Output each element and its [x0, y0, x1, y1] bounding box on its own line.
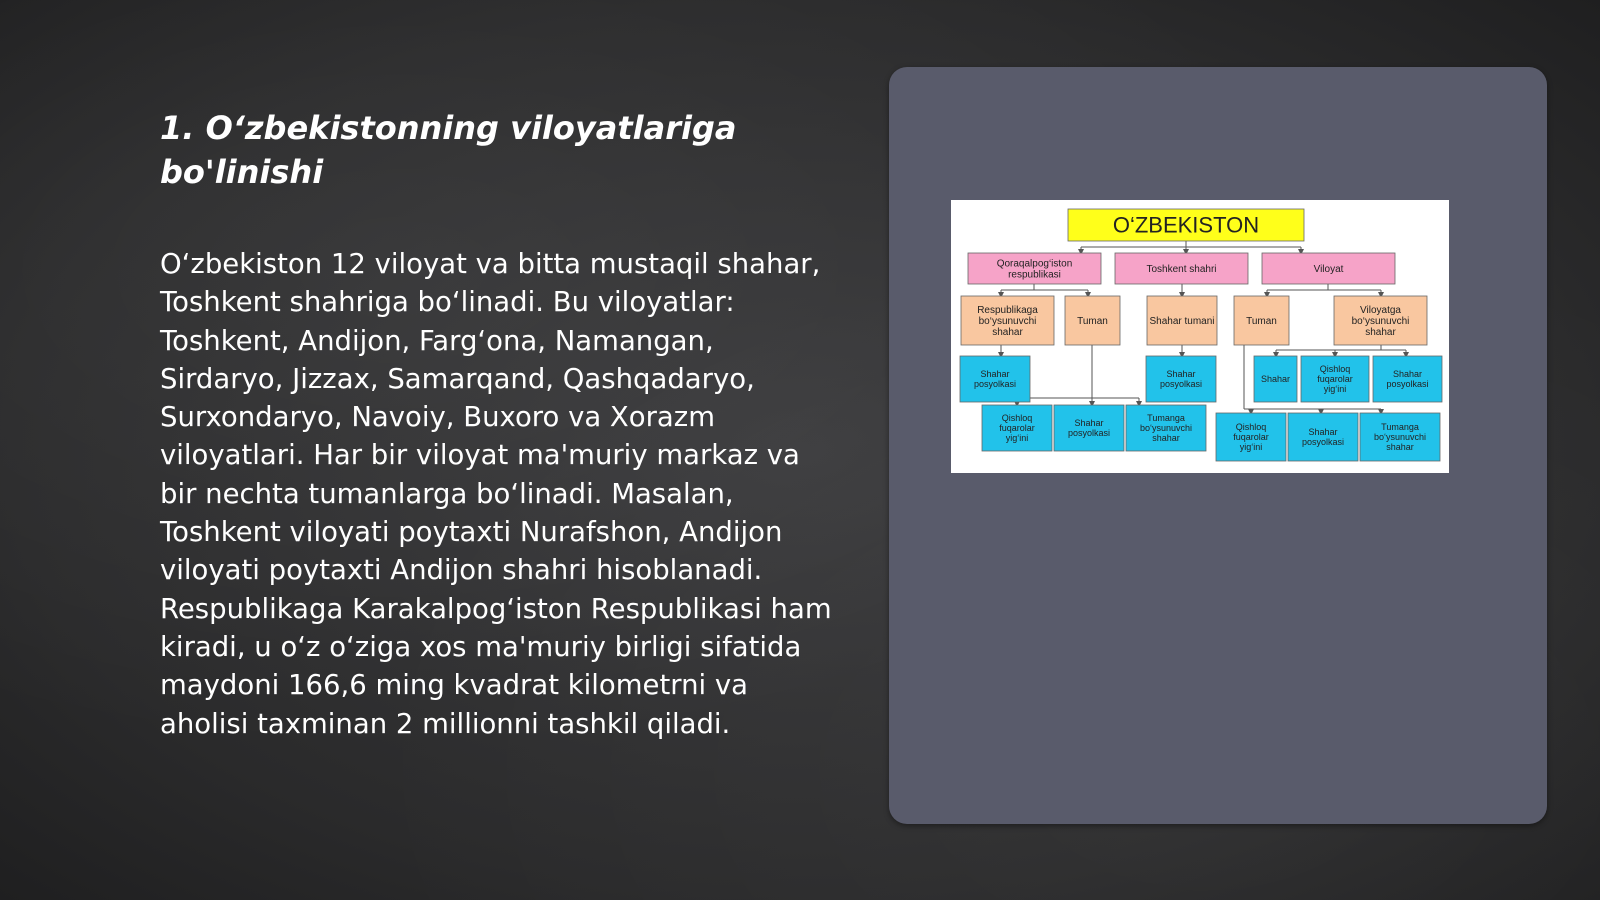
svg-text:Shahar: Shahar	[980, 369, 1010, 380]
diagram-level3-node	[1373, 356, 1442, 402]
svg-text:shahar: shahar	[1365, 327, 1396, 339]
svg-text:O‘ZBEKISTON: O‘ZBEKISTON	[1112, 212, 1260, 238]
svg-text:Viloyat: Viloyat	[1313, 264, 1344, 275]
diagram-level4-node	[1288, 413, 1358, 461]
svg-text:Qishloq: Qishloq	[1001, 413, 1033, 424]
diagram-level3-node	[1146, 356, 1216, 402]
svg-text:yig‘ini: yig‘ini	[1323, 384, 1347, 395]
diagram-level3-node	[1301, 356, 1369, 402]
svg-text:shahar: shahar	[992, 327, 1023, 339]
diagram-level4-node	[1054, 405, 1124, 451]
diagram-level2-node	[1065, 296, 1120, 345]
diagram-level4-node	[982, 405, 1052, 451]
svg-text:Tuman: Tuman	[1246, 316, 1277, 327]
diagram-svg	[951, 200, 1449, 473]
diagram-level2-node	[961, 296, 1054, 345]
diagram-level2-node	[1147, 296, 1217, 345]
svg-text:posyolkasi: posyolkasi	[1067, 428, 1111, 439]
svg-text:Qishloq: Qishloq	[1319, 364, 1351, 375]
svg-text:Respublikaga: Respublikaga	[977, 304, 1038, 316]
slide-title: 1. O‘zbekistonning viloyatlariga bo'linishi	[160, 109, 737, 191]
svg-text:Tumanga: Tumanga	[1147, 413, 1185, 424]
svg-text:respublikasi: respublikasi	[1008, 269, 1061, 281]
svg-text:Shahar tumani: Shahar tumani	[1149, 316, 1215, 327]
svg-text:yig‘ini: yig‘ini	[1239, 442, 1263, 453]
diagram-level4-node	[1216, 413, 1286, 461]
svg-text:Viloyatga: Viloyatga	[1360, 304, 1401, 316]
svg-text:posyolkasi: posyolkasi	[1386, 379, 1429, 390]
diagram-root-node	[1068, 209, 1304, 241]
svg-text:fuqarolar: fuqarolar	[1317, 374, 1353, 385]
svg-text:posyolkasi: posyolkasi	[1159, 379, 1203, 390]
diagram-level1-node	[968, 253, 1101, 284]
svg-text:bo‘ysunuvchi: bo‘ysunuvchi	[1373, 432, 1427, 443]
svg-text:bo‘ysunuvchi: bo‘ysunuvchi	[978, 316, 1037, 327]
svg-text:fuqarolar: fuqarolar	[1233, 432, 1269, 443]
svg-text:posyolkasi: posyolkasi	[973, 379, 1017, 390]
administrative-division-diagram	[951, 200, 1449, 473]
slide-body-text: O‘zbekiston 12 viloyat va bitta mustaqil shahar, Toshkent shahriga bo‘linadi. Bu viloyatlar: Toshkent, Andijon, Farg‘ona, Namangan, Sirdaryo, Jizzax, Samarqand, Qashqadaryo, Surxondaryo, Navoiy, Buxoro va Xorazm viloyatlari. Har bir viloyat ma'muriy markaz va bir nechta tumanlarga bo‘linadi. Masalan, Toshkent viloyati poytaxti Nurafshon, Andijon viloyati poytaxti Andijon shahri hisoblanadi. Respublikaga Karakalpog‘iston Respublikasi ham kiradi, u o‘z o‘ziga xos ma'muriy birligi sifatida maydoni 166,6 ming kvadrat kilometrni va aholisi taxminan 2 millionni tashkil qiladi.	[160, 248, 832, 740]
svg-text:shahar: shahar	[1152, 433, 1180, 444]
svg-text:yig‘ini: yig‘ini	[1005, 433, 1029, 444]
svg-text:Qoraqalpog‘iston: Qoraqalpog‘iston	[996, 258, 1073, 270]
svg-text:Shahar: Shahar	[1260, 374, 1291, 385]
svg-text:Toshkent shahri: Toshkent shahri	[1146, 264, 1217, 275]
diagram-level2-node	[1334, 296, 1427, 345]
svg-text:Shahar: Shahar	[1308, 427, 1338, 438]
svg-text:Qishloq: Qishloq	[1235, 422, 1267, 433]
diagram-level3-node	[960, 356, 1030, 402]
diagram-level2-node	[1234, 296, 1289, 345]
svg-text:bo‘ysunuvchi: bo‘ysunuvchi	[1139, 423, 1193, 434]
svg-text:Tumanga: Tumanga	[1381, 422, 1419, 433]
svg-text:Shahar: Shahar	[1166, 369, 1196, 380]
svg-text:shahar: shahar	[1386, 442, 1414, 453]
svg-text:fuqarolar: fuqarolar	[999, 423, 1035, 434]
svg-text:Shahar: Shahar	[1392, 369, 1423, 380]
svg-text:bo‘ysunuvchi: bo‘ysunuvchi	[1351, 316, 1410, 327]
diagram-level1-node	[1262, 253, 1395, 284]
svg-text:Shahar: Shahar	[1074, 418, 1104, 429]
svg-text:posyolkasi: posyolkasi	[1301, 437, 1345, 448]
diagram-level4-node	[1360, 413, 1440, 461]
diagram-level1-node	[1115, 253, 1248, 284]
svg-text:Tuman: Tuman	[1077, 316, 1108, 327]
diagram-level3-node	[1254, 356, 1297, 402]
diagram-level4-node	[1126, 405, 1206, 451]
